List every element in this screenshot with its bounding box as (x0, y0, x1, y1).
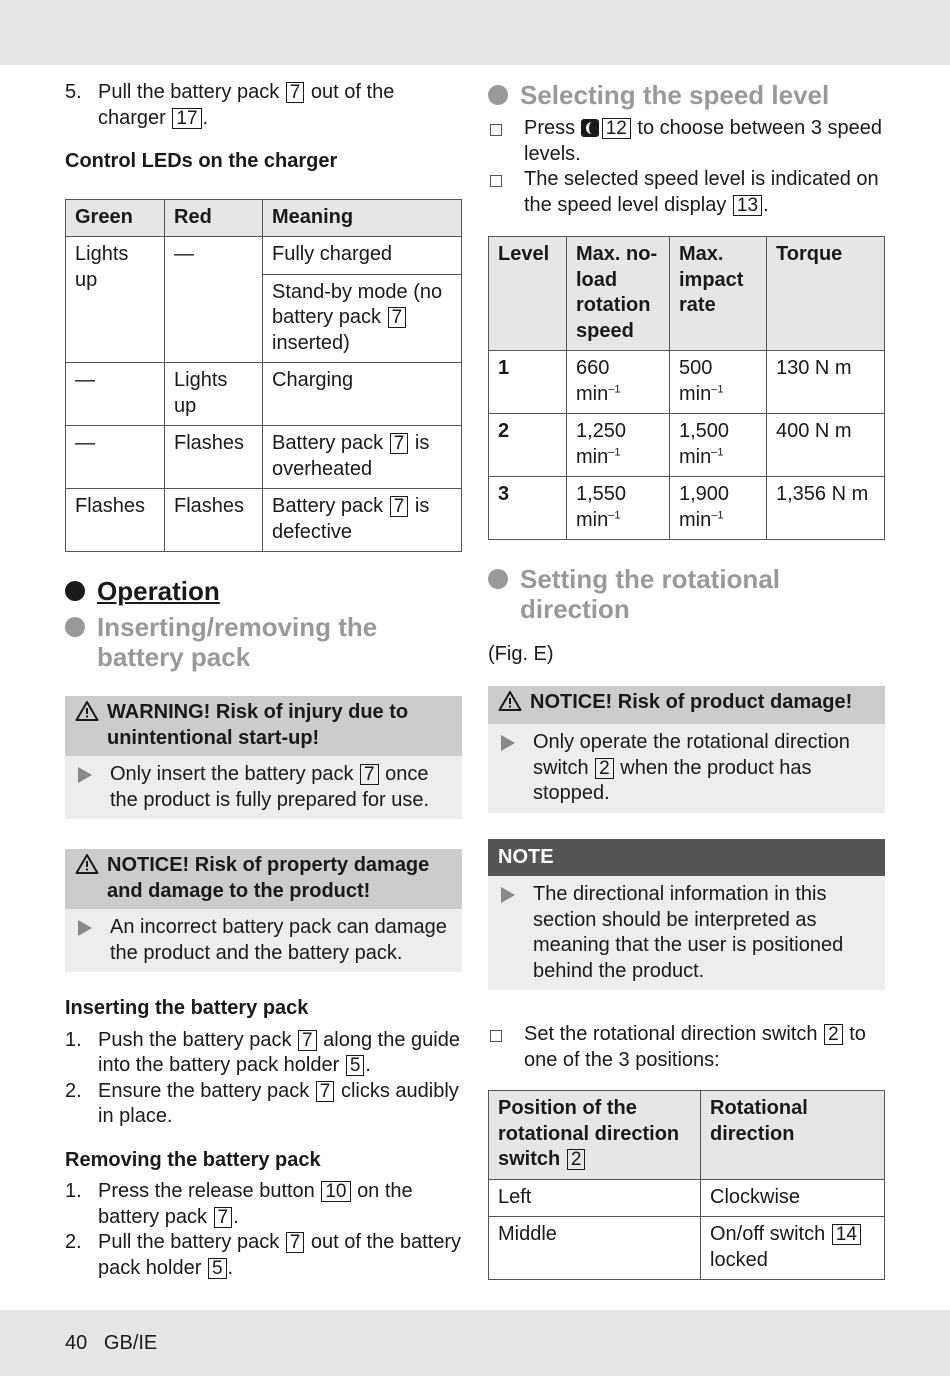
cell-position: Middle (489, 1217, 701, 1280)
step-text: Ensure the battery pack (98, 1079, 310, 1102)
step-text: . (202, 106, 209, 129)
step-1 (65, 1179, 462, 1230)
table-row (489, 1179, 885, 1217)
value: 1,900 (679, 483, 730, 505)
bullet-dot-icon (65, 581, 85, 601)
header-red: Red (165, 199, 263, 237)
text: Set the rotational direction switch (524, 1023, 818, 1045)
cell-text: inserted) (272, 331, 350, 354)
heading-text: Selecting the speed level (520, 80, 830, 110)
ref-number-box: 7 (390, 496, 409, 517)
cell-green: Lights up (66, 237, 165, 363)
checkbox-square-icon (490, 175, 502, 187)
unit: min (576, 382, 609, 405)
speed-button-icon (581, 119, 599, 137)
ref-number-box: 7 (316, 1081, 335, 1102)
table-row (66, 237, 462, 275)
cell-direction (701, 1217, 885, 1280)
header-meaning: Meaning (263, 199, 462, 237)
ref-number-box: 7 (390, 433, 409, 454)
step-number: 1. (65, 1028, 82, 1051)
speed-table (488, 236, 885, 540)
header-green: Green (66, 199, 165, 237)
header-text: Position of the rotational direction switch (498, 1097, 680, 1170)
warning-triangle-icon (75, 853, 99, 904)
heading-text: Inserting/removing the battery pack (97, 612, 378, 672)
text: The selected speed level is indicated on the speed level display (524, 168, 879, 216)
table-row (489, 1217, 885, 1280)
step-text: . (233, 1205, 239, 1228)
table-row (66, 426, 462, 489)
step-2 (65, 1230, 462, 1281)
unit: min (576, 445, 609, 468)
notice-header (65, 849, 462, 909)
left-column (65, 80, 462, 1281)
ref-number-box: 5 (208, 1258, 227, 1279)
page-footer (65, 1331, 157, 1357)
bullet-text (524, 116, 885, 167)
table-header-row (489, 237, 885, 351)
warning-triangle-icon (75, 700, 99, 751)
ref-number-box: 5 (346, 1055, 365, 1076)
ref-number-box: 14 (832, 1224, 861, 1245)
cell-meaning (263, 426, 462, 489)
cell-torque: 400 N m (767, 414, 885, 477)
unit-exponent: –1 (711, 508, 724, 521)
table-row (66, 489, 462, 552)
cell-direction: Clockwise (701, 1179, 885, 1217)
cell-text: Battery pack (272, 495, 384, 517)
cell-text: is overheated (272, 432, 430, 480)
cell-red: Flashes (165, 489, 263, 552)
table-row (489, 414, 885, 477)
cell-rate (670, 477, 767, 540)
text: to one of the 3 positions: (524, 1023, 866, 1071)
notice-body (488, 724, 885, 813)
rotational-direction-heading (488, 564, 885, 624)
step-text: out of the battery pack holder (98, 1231, 462, 1279)
ref-number-box: 2 (595, 758, 614, 779)
cell-meaning: Charging (263, 363, 462, 426)
note-header: NOTE (488, 839, 885, 877)
ref-number-box: 7 (286, 82, 305, 103)
notice-box (65, 849, 462, 972)
ref-number-box: 10 (321, 1181, 350, 1202)
cell-torque: 130 N m (767, 351, 885, 414)
header-torque: Torque (767, 237, 885, 351)
checkbox-square-icon (490, 1030, 502, 1042)
table-row (489, 351, 885, 414)
value: 1,250 (576, 420, 627, 442)
step-number: 2. (65, 1231, 82, 1253)
operation-heading (65, 576, 462, 606)
cell-green: — (66, 426, 165, 489)
arrow-right-icon (78, 920, 92, 936)
heading-text: Setting the rotational direction (520, 564, 780, 624)
cell-speed (567, 477, 670, 540)
text: Only operate the rotational direction switch (533, 731, 850, 779)
unit: min (576, 508, 609, 531)
arrow-right-icon (78, 767, 92, 783)
cell-level: 1 (489, 351, 567, 414)
bullet-dot-icon (488, 85, 508, 105)
cell-level: 2 (489, 414, 567, 477)
step-text: out of the charger (98, 81, 395, 129)
warning-box (65, 696, 462, 819)
warning-triangle-icon (498, 690, 522, 720)
bullet-dot-icon (65, 617, 85, 637)
set-switch-bullet (488, 1022, 885, 1073)
charger-step-list (65, 80, 462, 131)
step-number: 2. (65, 1079, 82, 1102)
ref-number-box: 7 (360, 764, 379, 785)
page-locale: GB/IE (103, 1332, 158, 1354)
header-position (489, 1091, 701, 1180)
led-table (65, 199, 462, 553)
step-5 (65, 80, 462, 131)
inserting-heading: Inserting the battery pack (65, 997, 309, 1019)
table-header-row (489, 1091, 885, 1180)
notice-title: NOTICE! Risk of property damage and damage to the product! (107, 854, 430, 902)
ref-number-box: 2 (824, 1024, 843, 1045)
notice-title: NOTICE! Risk of product damage! (530, 690, 853, 713)
step-text: on the battery pack (98, 1180, 413, 1228)
figure-reference: (Fig. E) (488, 643, 554, 665)
value: 500 (679, 357, 713, 379)
page-number: 40 (65, 1332, 88, 1354)
cell-text: locked (710, 1248, 768, 1271)
unit-exponent: –1 (608, 508, 621, 521)
step-text: Press the release button (98, 1180, 315, 1202)
step-text: clicks audibly in place. (98, 1079, 459, 1127)
notice-text (533, 730, 875, 807)
warning-body (65, 756, 462, 819)
removing-step-list (65, 1179, 462, 1281)
bullet-text (524, 1022, 885, 1073)
cell-text: Stand-by mode (no battery pack (272, 280, 443, 328)
table-row (489, 477, 885, 540)
bullet-dot-icon (488, 569, 508, 589)
bullet-text (524, 167, 885, 218)
warning-header (65, 696, 462, 756)
direction-table (488, 1090, 885, 1280)
text: when the product has stopped. (533, 756, 812, 804)
arrow-right-icon (501, 735, 515, 751)
value: 660 (576, 357, 610, 379)
ref-number-box: 7 (298, 1030, 317, 1051)
note-text: The directional information in this section should be interpreted as meaning that the user is positioned behind the product. (533, 883, 844, 982)
ref-number-box: 2 (567, 1149, 586, 1170)
inserting-step-list (65, 1028, 462, 1130)
heading-text: Operation (97, 576, 220, 606)
text: Press (524, 117, 576, 139)
header-speed: Max. no-load rotation speed (567, 237, 670, 351)
notice-header (488, 686, 885, 725)
cell-meaning (263, 274, 462, 363)
ref-number-box: 12 (602, 118, 631, 139)
unit-exponent: –1 (608, 382, 621, 395)
warning-text (110, 762, 452, 813)
note-body (488, 876, 885, 990)
step-text: . (227, 1256, 234, 1279)
step-2 (65, 1079, 462, 1130)
header-direction: Rotational direction (701, 1091, 885, 1180)
right-column (488, 80, 885, 1280)
note-box (488, 839, 885, 991)
cell-speed (567, 351, 670, 414)
cell-meaning: Fully charged (263, 237, 462, 275)
cell-red: Flashes (165, 426, 263, 489)
table-header-row (66, 199, 462, 237)
step-text: Pull the battery pack (98, 81, 280, 103)
unit: min (679, 382, 712, 405)
notice-box (488, 686, 885, 813)
cell-text: Battery pack (272, 432, 384, 454)
ref-number-box: 17 (172, 108, 201, 129)
cell-rate (670, 351, 767, 414)
control-leds-heading: Control LEDs on the charger (65, 150, 338, 172)
cell-text: is defective (272, 495, 430, 543)
cell-red: Lights up (165, 363, 263, 426)
removing-heading: Removing the battery pack (65, 1148, 321, 1171)
ref-number-box: 7 (388, 307, 407, 328)
cell-speed (567, 414, 670, 477)
step-1 (65, 1028, 462, 1079)
checkbox-square-icon (490, 124, 502, 136)
text: to choose between 3 speed levels. (524, 117, 883, 165)
text: . (763, 193, 769, 216)
speed-bullet-1 (488, 116, 885, 167)
unit: min (679, 445, 712, 468)
cell-red: — (165, 237, 263, 363)
step-text: Push the battery pack (98, 1028, 292, 1051)
warning-title: WARNING! Risk of injury due to unintentional start-up! (107, 701, 409, 749)
cell-level: 3 (489, 477, 567, 540)
header-impact-rate: Max. impact rate (670, 237, 767, 351)
header-bar (0, 0, 950, 65)
cell-green: — (66, 363, 165, 426)
ref-number-box: 13 (733, 195, 762, 216)
unit-exponent: –1 (711, 382, 724, 395)
arrow-right-icon (501, 887, 515, 903)
notice-body (65, 909, 462, 972)
ref-number-box: 7 (286, 1232, 305, 1253)
cell-torque: 1,356 N m (767, 477, 885, 540)
speed-level-heading (488, 80, 885, 110)
table-row (66, 363, 462, 426)
cell-meaning (263, 489, 462, 552)
step-text: Pull the battery pack (98, 1231, 280, 1253)
step-text: along the guide into the battery pack holder (98, 1028, 460, 1076)
cell-green: Flashes (66, 489, 165, 552)
header-level: Level (489, 237, 567, 351)
cell-text: On/off switch (710, 1223, 826, 1245)
text: Only insert the battery pack (110, 763, 354, 785)
cell-rate (670, 414, 767, 477)
text: once the product is fully prepared for use. (110, 763, 430, 811)
speed-bullet-2 (488, 167, 885, 218)
ref-number-box: 7 (214, 1207, 233, 1228)
value: 1,550 (576, 483, 627, 505)
insert-remove-heading (65, 612, 462, 672)
value: 1,500 (679, 420, 730, 442)
unit: min (679, 508, 712, 531)
unit-exponent: –1 (711, 445, 724, 458)
notice-text: An incorrect battery pack can damage the product and the battery pack. (110, 916, 447, 964)
cell-position: Left (489, 1179, 701, 1217)
unit-exponent: –1 (608, 445, 621, 458)
step-number: 5. (65, 81, 82, 103)
step-number: 1. (65, 1180, 82, 1202)
step-text: . (365, 1054, 371, 1076)
